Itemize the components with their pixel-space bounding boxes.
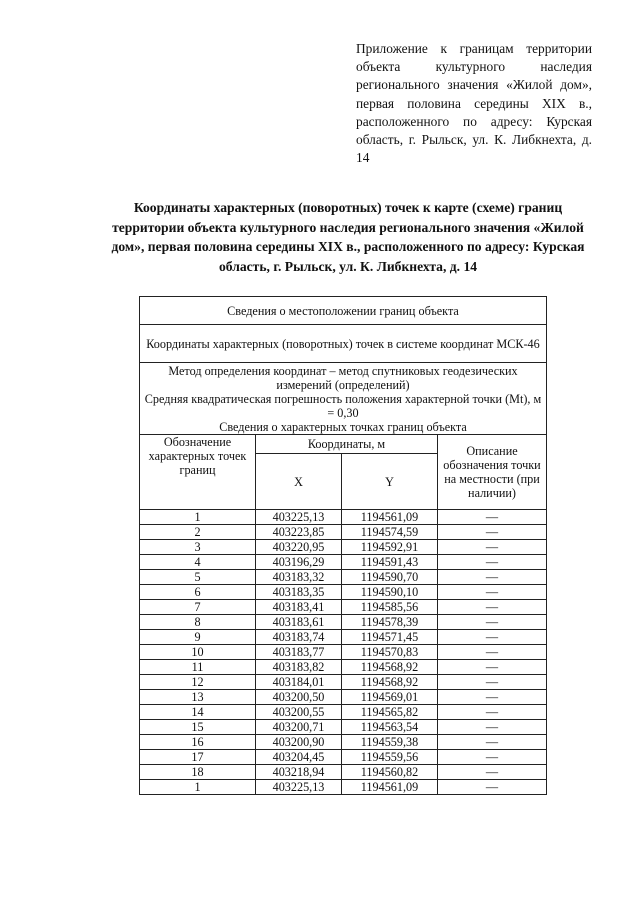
x-coordinate-cell: 403183,41 — [256, 600, 342, 615]
x-coordinate-cell: 403200,90 — [256, 735, 342, 750]
y-coordinate-cell: 1194563,54 — [342, 720, 438, 735]
table-row — [140, 720, 547, 735]
x-coordinate-cell: 403196,29 — [256, 555, 342, 570]
table-row — [140, 615, 547, 630]
description-cell: — — [438, 780, 547, 795]
table-row — [140, 645, 547, 660]
table-row — [140, 765, 547, 780]
method-cell — [140, 363, 547, 435]
x-coordinate-cell: 403204,45 — [256, 750, 342, 765]
table-row — [140, 570, 547, 585]
x-coordinate-cell: 403223,85 — [256, 525, 342, 540]
coordinates-table — [139, 296, 547, 795]
table-row — [140, 525, 547, 540]
x-coordinate-cell: 403183,77 — [256, 645, 342, 660]
y-coordinate-cell: 1194559,38 — [342, 735, 438, 750]
y-coordinate-cell: 1194585,56 — [342, 600, 438, 615]
col-coordinates-header: Координаты, м — [256, 435, 438, 454]
point-number-cell: 1 — [140, 510, 256, 525]
description-cell: — — [438, 540, 547, 555]
point-number-cell: 7 — [140, 600, 256, 615]
y-coordinate-cell: 1194565,82 — [342, 705, 438, 720]
points-info-text: Сведения о характерных точках границ объекта — [219, 419, 467, 434]
x-coordinate-cell: 403220,95 — [256, 540, 342, 555]
y-coordinate-cell: 1194560,82 — [342, 765, 438, 780]
x-coordinate-cell: 403183,35 — [256, 585, 342, 600]
y-coordinate-cell: 1194574,59 — [342, 525, 438, 540]
document-title: Координаты характерных (поворотных) точек к карте (схеме) границ территории объекта культурного наследия регионального значения «Жилой дом», первая половина середины XIX в., расположенного по адресу: Курская область, г. Рыльск, ул. К. Либкнехта, д. 14 — [111, 200, 585, 274]
description-cell: — — [438, 675, 547, 690]
point-number-cell: 13 — [140, 690, 256, 705]
table-row — [140, 690, 547, 705]
table-row — [140, 705, 547, 720]
x-coordinate-cell: 403200,71 — [256, 720, 342, 735]
table-row — [140, 675, 547, 690]
description-cell: — — [438, 555, 547, 570]
y-coordinate-cell: 1194559,56 — [342, 750, 438, 765]
y-coordinate-cell: 1194561,09 — [342, 510, 438, 525]
x-coordinate-cell: 403183,61 — [256, 615, 342, 630]
x-coordinate-cell: 403200,55 — [256, 705, 342, 720]
description-cell: — — [438, 630, 547, 645]
description-cell: — — [438, 585, 547, 600]
point-number-cell: 17 — [140, 750, 256, 765]
description-cell: — — [438, 720, 547, 735]
y-coordinate-cell: 1194561,09 — [342, 780, 438, 795]
x-coordinate-cell: 403183,32 — [256, 570, 342, 585]
table-row — [140, 540, 547, 555]
table-row — [140, 600, 547, 615]
x-coordinate-cell: 403225,13 — [256, 510, 342, 525]
x-coordinate-cell: 403184,01 — [256, 675, 342, 690]
table-row — [140, 510, 547, 525]
y-coordinate-cell: 1194568,92 — [342, 675, 438, 690]
method-text: Метод определения координат – метод спутниковых геодезических измерений (определений) — [168, 363, 518, 392]
location-header: Сведения о местоположении границ объекта — [140, 297, 547, 325]
point-number-cell: 12 — [140, 675, 256, 690]
y-coordinate-cell: 1194569,01 — [342, 690, 438, 705]
y-coordinate-cell: 1194571,45 — [342, 630, 438, 645]
description-cell: — — [438, 645, 547, 660]
point-number-cell: 5 — [140, 570, 256, 585]
table-row — [140, 750, 547, 765]
point-number-cell: 8 — [140, 615, 256, 630]
description-cell: — — [438, 600, 547, 615]
system-header: Координаты характерных (поворотных) точек в системе координат МСК-46 — [140, 325, 547, 363]
description-cell: — — [438, 570, 547, 585]
description-cell: — — [438, 615, 547, 630]
point-number-cell: 2 — [140, 525, 256, 540]
point-number-cell: 10 — [140, 645, 256, 660]
description-cell: — — [438, 750, 547, 765]
x-coordinate-cell: 403183,74 — [256, 630, 342, 645]
point-number-cell: 1 — [140, 780, 256, 795]
point-number-cell: 4 — [140, 555, 256, 570]
col-y-header: Y — [342, 454, 438, 510]
appendix-note: Приложение к границам территории объекта культурного наследия регионального значения «Жилой дом», первая половина середины XIX в., расположенного по адресу: Курская область, г. Рыльск, ул. К. Либкнехта, д. 14 — [356, 41, 592, 166]
y-coordinate-cell: 1194590,70 — [342, 570, 438, 585]
description-cell: — — [438, 765, 547, 780]
point-number-cell: 6 — [140, 585, 256, 600]
description-cell: — — [438, 510, 547, 525]
y-coordinate-cell: 1194592,91 — [342, 540, 438, 555]
point-number-cell: 9 — [140, 630, 256, 645]
table-row — [140, 780, 547, 795]
description-cell: — — [438, 660, 547, 675]
y-coordinate-cell: 1194591,43 — [342, 555, 438, 570]
x-coordinate-cell: 403218,94 — [256, 765, 342, 780]
y-coordinate-cell: 1194568,92 — [342, 660, 438, 675]
point-number-cell: 3 — [140, 540, 256, 555]
table-row — [140, 585, 547, 600]
col-designation-header: Обозначение характерных точек границ — [140, 435, 256, 510]
description-cell: — — [438, 525, 547, 540]
description-cell: — — [438, 705, 547, 720]
accuracy-text: Средняя квадратическая погрешность положения характерной точки (Mt), м = 0,30 — [144, 391, 542, 420]
table-row — [140, 630, 547, 645]
table-row — [140, 735, 547, 750]
y-coordinate-cell: 1194578,39 — [342, 615, 438, 630]
col-x-header: X — [256, 454, 342, 510]
point-number-cell: 16 — [140, 735, 256, 750]
x-coordinate-cell: 403183,82 — [256, 660, 342, 675]
table-row — [140, 660, 547, 675]
point-number-cell: 11 — [140, 660, 256, 675]
col-description-header: Описание обозначения точки на местности (при наличии) — [438, 435, 547, 510]
table-row — [140, 555, 547, 570]
description-cell: — — [438, 690, 547, 705]
y-coordinate-cell: 1194590,10 — [342, 585, 438, 600]
y-coordinate-cell: 1194570,83 — [342, 645, 438, 660]
point-number-cell: 15 — [140, 720, 256, 735]
x-coordinate-cell: 403200,50 — [256, 690, 342, 705]
description-cell: — — [438, 735, 547, 750]
point-number-cell: 18 — [140, 765, 256, 780]
x-coordinate-cell: 403225,13 — [256, 780, 342, 795]
point-number-cell: 14 — [140, 705, 256, 720]
